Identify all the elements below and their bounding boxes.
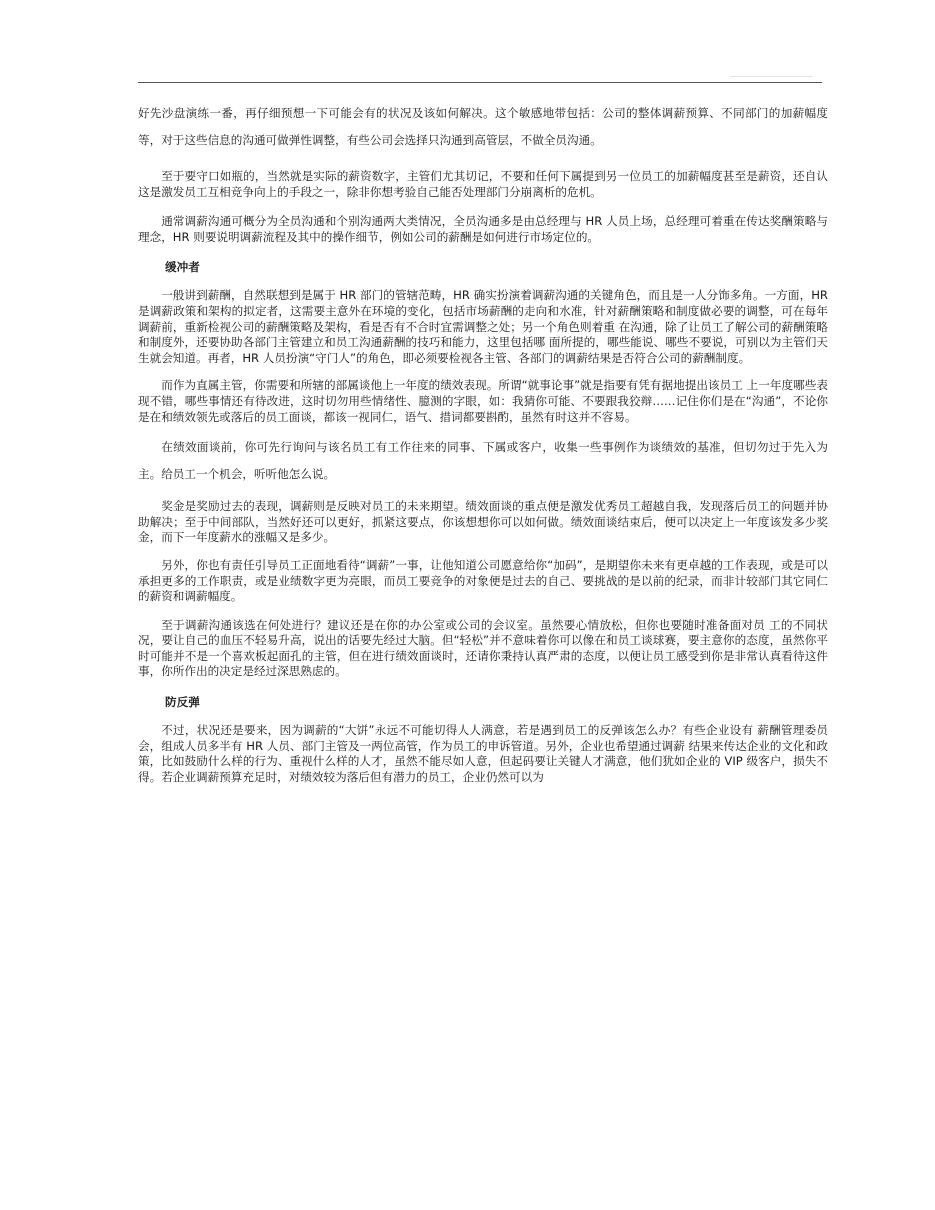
body-paragraph: 而作为直属主管，你需要和所辖的部属谈他上一年度的绩效表现。所谓“就事论事”就是指要有凭有据地提出该员工 上一年度哪些表现不错，哪些事情还有待改进，这时切勿用些情绪性、臆测的字眼，如：我猜你可能、不要跟我狡辩……记住你们是在“沟通”，不论你是在和绩效领先或落后的员工面谈，都该一视同仁，语气、措词都要斟酌，虽然有时这并不容易。 [138,378,828,424]
body-paragraph: 在绩效面谈前，你可先行询问与该名员工有工作往来的同事、下属或客户，收集一些事例作为谈绩效的基准，但切勿过于先入为主。给员工一个机会，听听他怎么说。 [138,440,828,482]
body-paragraph: 一般讲到薪酬，自然联想到是属于 HR 部门的管辖范畴，HR 确实扮演着调薪沟通的关键角色，而且是一人分饰多角。一方面，HR 是调薪政策和架构的拟定者，这需要主意外在环境的变化，包括市场薪酬的走向和水准，针对薪酬策略和制度做必要的调整，可在每年调薪前，重新检视公司的薪酬策略及架构，看是否有不合时宜需调整之处；另一个角色则着重 在沟通，除了让员工了解公司的薪酬策略和制度外，还要协助各部门主管建立和员工沟通薪酬的技巧和能力，这里包括哪 面所提的，哪些能说、哪些不要说，可别以为主管们天生就会知道。再者，HR 人员扮演“守门人”的角色，即必须要检视各主管、各部门的调薪结果是否符合公司的薪酬制度。 [138,288,828,365]
body-paragraph: 奖金是奖励过去的表现，调薪则是反映对员工的未来期望。绩效面谈的重点便是激发优秀员工超越自我，发现落后员工的问题并协助解决；至于中间部队，当然好还可以更好，抓紧这要点，你该想想你可以如何做。绩效面谈结束后，便可以决定上一年度该发多少奖金，而下一年度薪水的涨幅又是多少。 [138,499,828,545]
body-paragraph: 通常调薪沟通可概分为全员沟通和个别沟通两大类情况，全员沟通多是由总经理与 HR 人员上场，总经理可着重在传达奖酬策略与理念，HR 则要说明调薪流程及其中的操作细节，例如公司的薪酬是如何进行市场定位的。 [138,214,828,244]
body-paragraph: 至于要守口如瓶的，当然就是实际的薪资数字，主管们尤其切记，不要和任何下属提到另一位员工的加薪幅度甚至是薪资，还自认这是激发员工互相竞争向上的手段之一，除非你想考验自己能否处理部门分崩离析的危机。 [138,169,828,199]
header-rule [138,82,822,83]
body-paragraph: 不过，状况还是要来，因为调薪的“大饼”永远不可能切得人人满意，若是遇到员工的反弹该怎么办？有些企业设有 薪酬管理委员会，组成人员多半有 HR 人员、部门主管及一两位高管，作为员工的申诉管道。另外，企业也希望通过调薪 结果来传达企业的文化和政策，比如鼓励什么样的行为、重视什么样的人才，虽然不能尽如人意，但起码要让关键人才满意，他们犹如企业的 VIP 级客户，损失不得。若企业调薪预算充足时，对绩效较为落后但有潜力的员工，企业仍然可以为 [138,723,828,784]
document-body [138,100,828,785]
header-mark [730,76,812,77]
body-paragraph: 另外，你也有责任引导员工正面地看待“调薪”一事，让他知道公司愿意给你“加码”，是期望你未来有更卓越的工作表现，或是可以承担更多的工作职责，或是业绩数字更为亮眼，而员工要竞争的对象便是过去的自己、要挑战的是以前的纪录，而非计较部门其它同仁的薪资和调薪幅度。 [138,557,828,604]
body-paragraph: 好先沙盘演练一番，再仔细预想一下可能会有的状况及该如何解决。这个敏感地带包括：公司的整体调薪预算、不同部门的加薪幅度等，对于这些信息的沟通可做弹性调整，有些公司会选择只沟通到高管层，不做全员沟通。 [138,106,828,147]
section-heading: 防反弹 [165,695,200,710]
body-paragraph: 至于调薪沟通该选在何处进行？建议还是在你的办公室或公司的会议室。虽然要心情放松，但你也要随时准备面对员 工的不同状况，要让自己的血压不轻易升高，说出的话要先经过大脑。但“轻松”并不意味着你可以像在和员工谈球赛，要主意你的态度，虽然你平时可能并不是一个喜欢板起面孔的主管，但在进行绩效面谈时，还请你秉持认真严肃的态度，以便让员工感受到你是非常认真看待这件事，你所作出的决定是经过深思熟虑的。 [138,617,828,679]
section-heading: 缓冲者 [165,260,200,275]
